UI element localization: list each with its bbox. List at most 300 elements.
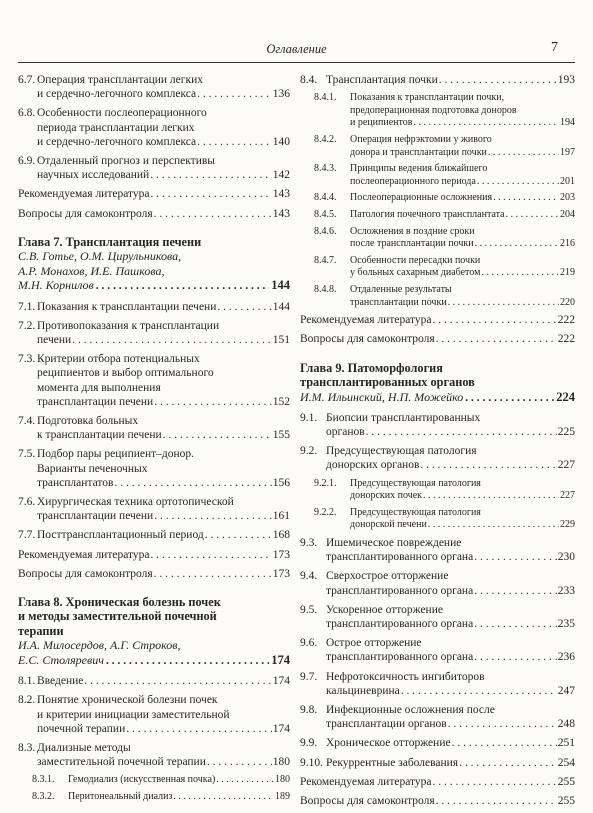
dot-leader [420,458,556,472]
page-ref: 174 [272,722,290,735]
toc-entry-line [300,267,575,280]
toc-entry-line [300,192,575,205]
toc-entry-line [18,791,290,804]
chapter-heading [18,595,290,668]
page-ref: 251 [557,737,575,750]
section-title-line: донорских почек [350,490,423,502]
page-ref: 197 [560,146,575,158]
dot-leader [154,395,272,409]
chapter-authors-line: И.А. Милосердов, А.Г. Строков, [18,638,181,653]
page-ref: 168 [272,529,290,542]
section-number: 7.6. [18,495,36,508]
toc-entry-line [300,636,575,650]
section-title-line: заместительной почечной терапии [37,756,206,769]
toc-entry [300,332,575,346]
page-ref: 173 [272,567,290,580]
page-ref: 227 [557,459,575,472]
dot-leader [423,490,559,503]
page-ref: 219 [560,267,575,279]
section-title-line: Рекуррентные заболевания [326,756,459,769]
section-title-line: Рекомендуемая литература [18,188,150,201]
toc-entry [18,300,290,314]
page-ref: 233 [557,584,575,597]
section-title-line: Вопросы для самоконтроля [300,333,435,346]
section-title-line: Понятие хронической болезни почек [37,694,218,707]
toc-entry-line [300,756,575,770]
dot-leader [207,755,272,769]
page-ref: 220 [560,296,575,308]
section-number: 7.5. [18,448,36,461]
section-number: 8.4.3. [314,163,337,175]
toc-entry [300,73,575,87]
section-title-line: Отдаленные результаты [350,283,452,295]
page-ref: 142 [272,169,290,182]
section-title-line: послеоперационного периода [350,175,476,187]
dot-leader [488,147,559,160]
dot-leader [154,509,272,523]
toc-entry-line [18,476,290,490]
toc-entry-line [300,650,575,664]
section-number: 9.5. [300,603,318,616]
section-title-line: Отдаленный прогноз и перспективы [37,155,216,168]
section-title-line: Рекомендуемая литература [300,775,432,788]
section-title-line: научных исследований [37,169,150,182]
section-title-line: Вопросы для самоконтроля [300,794,435,807]
dot-leader [96,279,270,293]
toc-entry-line [18,462,290,476]
section-title-line: Трансплантация почки [326,74,438,86]
section-title-line: Острое отторжение [326,637,422,650]
toc-entry [18,674,290,688]
section-title-line: Подготовка больных [37,414,139,427]
dot-leader [436,794,557,808]
toc-entry [300,736,575,750]
section-number: 7.3. [18,353,36,366]
dot-leader [448,717,557,731]
toc-subentry [300,507,575,532]
toc-entry-line [300,209,575,222]
section-number: 7.2. [18,319,36,332]
toc-entry [300,536,575,564]
toc-entry [300,313,575,327]
section-title-line: трансплантированного органа [326,551,474,564]
section-title-line: донорских органов [326,459,420,472]
toc-entry [300,670,575,698]
page-ref: 152 [272,395,290,408]
section-number: 8.3.1. [32,774,55,786]
section-title-line: Показания к трансплантации почки, [350,92,505,104]
page-ref: 247 [557,684,575,697]
section-title-line: Принципы ведения ближайшего [350,163,488,175]
toc-entry [18,414,290,442]
section-title-line: Гемодиализ (искусственная почка) [68,774,216,786]
chapter-title-line: терапии [18,623,64,638]
dot-leader [84,674,271,688]
toc-entry [18,154,290,182]
section-title-line: трансплантированного органа [326,617,474,630]
page-ref: 140 [272,135,290,148]
toc-entry-line [300,736,575,750]
dot-leader [114,476,271,490]
toc-entry-line [18,87,290,101]
page-ref: 180 [275,774,290,786]
toc-entry-line [18,135,290,149]
toc-entry [300,444,575,472]
section-title-line: Инфекционные осложнения после [326,703,495,716]
toc-entry-line [300,226,575,239]
chapter-authors-last-line [300,390,575,405]
section-title-line: и критерии инициации заместительной [37,708,230,721]
toc-entry-line [300,775,575,789]
dot-leader [459,756,557,770]
toc-entry-line [300,105,575,118]
running-header-title: Оглавление [266,42,327,56]
page-ref: 225 [557,425,575,438]
toc-entry-line [18,428,290,442]
section-title-line: донора и трансплантации почки [350,146,487,158]
toc-entry-line [18,207,290,221]
section-title-line: реципиентов и выбор оптимального [37,367,214,380]
page-number: 7 [551,40,558,55]
toc-entry-line [300,507,575,520]
page-ref: 143 [272,207,290,220]
section-title-line: предоперационная подготовка доноров [350,104,517,116]
toc-entry [18,693,290,736]
section-number: 9.2.2. [314,506,337,518]
section-number: 9.6. [300,637,318,650]
toc-subentry [18,774,290,787]
section-title-line: Предсуществующая патология [350,506,481,518]
page-ref: 230 [557,551,575,564]
toc-entry-line [18,121,290,135]
toc-subentry [300,255,575,280]
section-title-line: Рекомендуемая литература [300,314,432,327]
page-ref: 136 [272,88,290,101]
dot-leader [197,87,272,101]
toc-entry-line [18,366,290,380]
section-number: 9.10. [300,756,323,769]
section-title-line: Особенности послеоперационного [37,107,207,120]
section-number: 8.4.5. [314,208,337,220]
toc-entry-line [300,519,575,532]
dot-leader [474,584,557,598]
section-number: 6.7. [18,74,36,86]
toc-entry-line [300,238,575,251]
chapter-authors-last-line [18,278,290,293]
section-title-line: трансплантации печени [37,510,154,523]
toc-entry-line [300,332,575,346]
section-title-line: и реципиентов [350,117,413,129]
section-title-line: Хирургическая техника ортотопической [37,495,234,508]
toc-entry-line [18,674,290,688]
toc-entry [300,411,575,439]
dot-leader [216,774,274,787]
dot-leader [154,207,272,221]
toc-subentry [18,791,290,804]
dot-leader [428,519,559,532]
section-title-line: после трансплантации почки [350,238,474,250]
toc-entry-line [18,495,290,509]
toc-entry-line [300,617,575,631]
dot-leader [465,391,554,405]
section-title-line: Противопоказания к трансплантации [37,319,220,332]
toc-entry-line [300,794,575,808]
toc-entry [300,794,575,808]
toc-entry-line [300,444,575,458]
section-title-line: донорской печени [350,519,427,531]
dot-leader [436,332,557,346]
section-title-line: трансплантации печени [37,395,154,408]
page-ref: 254 [557,756,575,769]
page-ref: 189 [275,791,290,802]
section-number: 8.1. [18,675,36,688]
toc-subentry [300,163,575,188]
dot-leader [173,791,274,804]
page-ref: 222 [557,333,575,346]
toc-entry-line [300,163,575,176]
chapter-authors-line: Е.С. Столяревич [18,652,104,667]
toc-entry-line [300,284,575,297]
toc-entry-line [18,333,290,347]
section-number: 7.1. [18,300,36,313]
page-ref: 235 [557,617,575,630]
toc-entry-line [300,569,575,583]
toc-entry-line [300,176,575,189]
page-ref: 248 [557,718,575,731]
page-ref: 156 [272,476,290,489]
section-title-line: Вопросы для самоконтроля [18,207,153,220]
toc-entry-line [300,458,575,472]
toc-entry-line [18,352,290,366]
toc-entry-line [300,584,575,598]
section-title-line: Послеоперационные осложнения [350,192,493,204]
chapter-title-line: Глава 8. Хроническая болезнь почек [18,594,221,609]
dot-leader [452,736,557,750]
toc-entry-line [300,297,575,310]
toc-entry [18,187,290,201]
toc-entry-line [300,490,575,503]
toc-entry [18,495,290,523]
toc-entry-line [18,722,290,736]
page-ref: 173 [272,548,290,561]
dot-leader [433,775,557,789]
toc-entry-line [18,73,290,87]
section-title-line: Перитонеальный диализ [68,791,173,802]
toc-entry-line [18,708,290,722]
section-number: 9.3. [300,536,318,549]
section-number: 9.9. [300,737,318,750]
section-title-line: Критерии отбора потенциальных [37,353,200,366]
dot-leader [217,300,271,314]
section-number: 8.4.2. [314,133,337,145]
section-title-line: Рекомендуемая литература [18,548,150,561]
section-title-line: у больных сахарным диабетом [350,267,481,279]
toc-subentry [300,92,575,130]
dot-leader [448,297,559,310]
section-title-line: трансплантированного органа [326,651,474,664]
dot-leader [150,168,272,182]
section-title-line: Подбор пары реципиент–донор. [37,448,195,461]
section-title-line: Ишемическое повреждение [326,536,462,549]
section-number: 9.8. [300,703,318,716]
toc-entry [300,775,575,789]
section-number: 7.7. [18,529,36,542]
section-number: 8.3.2. [32,791,55,802]
section-title-line: Операция трансплантации легких [37,74,203,86]
toc-entry-line [18,528,290,542]
section-title-line: к трансплантации печени [37,429,162,442]
toc-entry [300,636,575,664]
section-title-line: Варианты печеночных [37,462,148,475]
dot-leader [477,176,559,189]
section-title-line: Осложнения в поздние сроки [350,225,475,237]
page-ref: 201 [560,175,575,187]
toc-entry [300,569,575,597]
toc-entry-line [300,92,575,105]
toc-entry [18,548,290,562]
page-ref: 227 [560,490,575,502]
section-title-line: Нефротоксичность ингибиторов [326,670,485,683]
page-ref: 255 [557,775,575,788]
toc-entry-line [18,106,290,120]
chapter-title-line: и методы заместительной почечной [18,609,217,624]
toc-entry-line [300,313,575,327]
toc-subentry [300,134,575,159]
chapter-title-line: Глава 7. Трансплантация печени [18,234,202,249]
toc-entry-line [300,536,575,550]
section-title-line: почечной терапии [37,722,126,735]
dot-leader [151,187,272,201]
toc-subentry [300,284,575,309]
toc-entry-line [18,447,290,461]
dot-leader [163,428,272,442]
dot-leader [151,548,272,562]
chapter-heading [18,235,290,294]
toc-column-right [300,73,575,813]
section-number: 8.3. [18,742,36,754]
section-number: 8.4. [300,74,318,86]
dot-leader [474,650,557,664]
toc-subentry [300,192,575,205]
page-ref: 194 [560,117,575,129]
toc-entry-line [18,187,290,201]
toc-entry [18,319,290,347]
section-title-line: органов [326,425,365,438]
dot-leader [154,567,272,581]
toc-entry-line [18,567,290,581]
toc-entry-line [18,414,290,428]
toc-subentry [300,226,575,251]
dot-leader [205,528,272,542]
section-title-line: Сверхострое отторжение [326,570,449,583]
toc-entry-line [18,381,290,395]
section-title-line: Операция нефрэктомии у живого [350,133,492,145]
toc-entry [18,447,290,490]
toc-entry-line [18,741,290,755]
chapter-page-number: 174 [271,652,290,667]
section-title-line: Ускоренное отторжение [326,603,443,616]
toc-entry-line [300,670,575,684]
toc-entry-line [300,73,575,87]
toc-entry-line [18,774,290,787]
section-title-line: трансплантации почки [350,296,447,308]
section-title-line: периода трансплантации легких [37,121,195,134]
toc-entry [18,741,290,769]
page-ref: 193 [557,74,575,86]
toc-entry [18,528,290,542]
toc-entry-line [300,684,575,698]
toc-entry [18,567,290,581]
section-title-line: Посттрансплантационный период [37,529,204,542]
toc-entry [300,603,575,631]
dot-leader [475,238,559,251]
section-number: 8.4.4. [314,192,337,204]
page-ref: 143 [272,188,290,201]
section-title-line: печени [37,333,72,346]
section-number: 9.4. [300,570,318,583]
chapter-heading [300,361,575,405]
section-number: 8.2. [18,694,36,707]
section-title-line: момента для выполнения [37,381,161,394]
toc-entry-line [300,134,575,147]
toc-entry [300,703,575,731]
toc-entry-line [18,154,290,168]
dot-leader [506,209,559,222]
toc-subentry [300,209,575,222]
toc-entry-line [18,693,290,707]
dot-leader [413,117,559,130]
dot-leader [72,333,272,347]
section-title-line: трансплантатов [37,476,114,489]
page-ref: 155 [272,429,290,442]
section-number: 6.9. [18,155,36,168]
dot-leader [481,267,559,280]
page-ref: 144 [272,300,290,313]
toc-entry-line [18,300,290,314]
toc-entry-line [300,550,575,564]
toc-entry-line [300,425,575,439]
chapter-page-number: 144 [271,278,290,293]
dot-leader [439,73,557,87]
section-title-line: Патология почечного трансплантата [350,208,505,220]
toc-entry [18,73,290,101]
section-title-line: Введение [37,675,84,688]
toc-entry [18,352,290,409]
chapter-authors-last-line [18,653,290,668]
toc-entry-line [300,255,575,268]
toc-entry-line [300,117,575,130]
page-ref: 229 [560,519,575,531]
section-title-line: кальциневрина [326,684,400,697]
section-title-line: Предсуществующая патология [326,445,477,458]
toc-entry [18,207,290,221]
toc-entry-line [18,395,290,409]
section-number: 9.2. [300,445,318,458]
section-number: 9.2.1. [314,477,337,489]
toc-entry-line [300,478,575,491]
page-ref: 204 [560,208,575,220]
toc-entry-line [300,703,575,717]
section-title-line: и сердечно-легочного комплекса [37,135,197,148]
section-title-line: Биопсии трансплантированных [326,411,481,424]
toc-entry [18,106,290,149]
dot-leader [197,135,272,149]
toc-entry-line [300,411,575,425]
toc-entry-line [18,509,290,523]
chapter-title-line: трансплантированных органов [300,375,475,390]
dot-leader [433,313,557,327]
section-title-line: Показания к трансплантации печени [37,300,217,313]
